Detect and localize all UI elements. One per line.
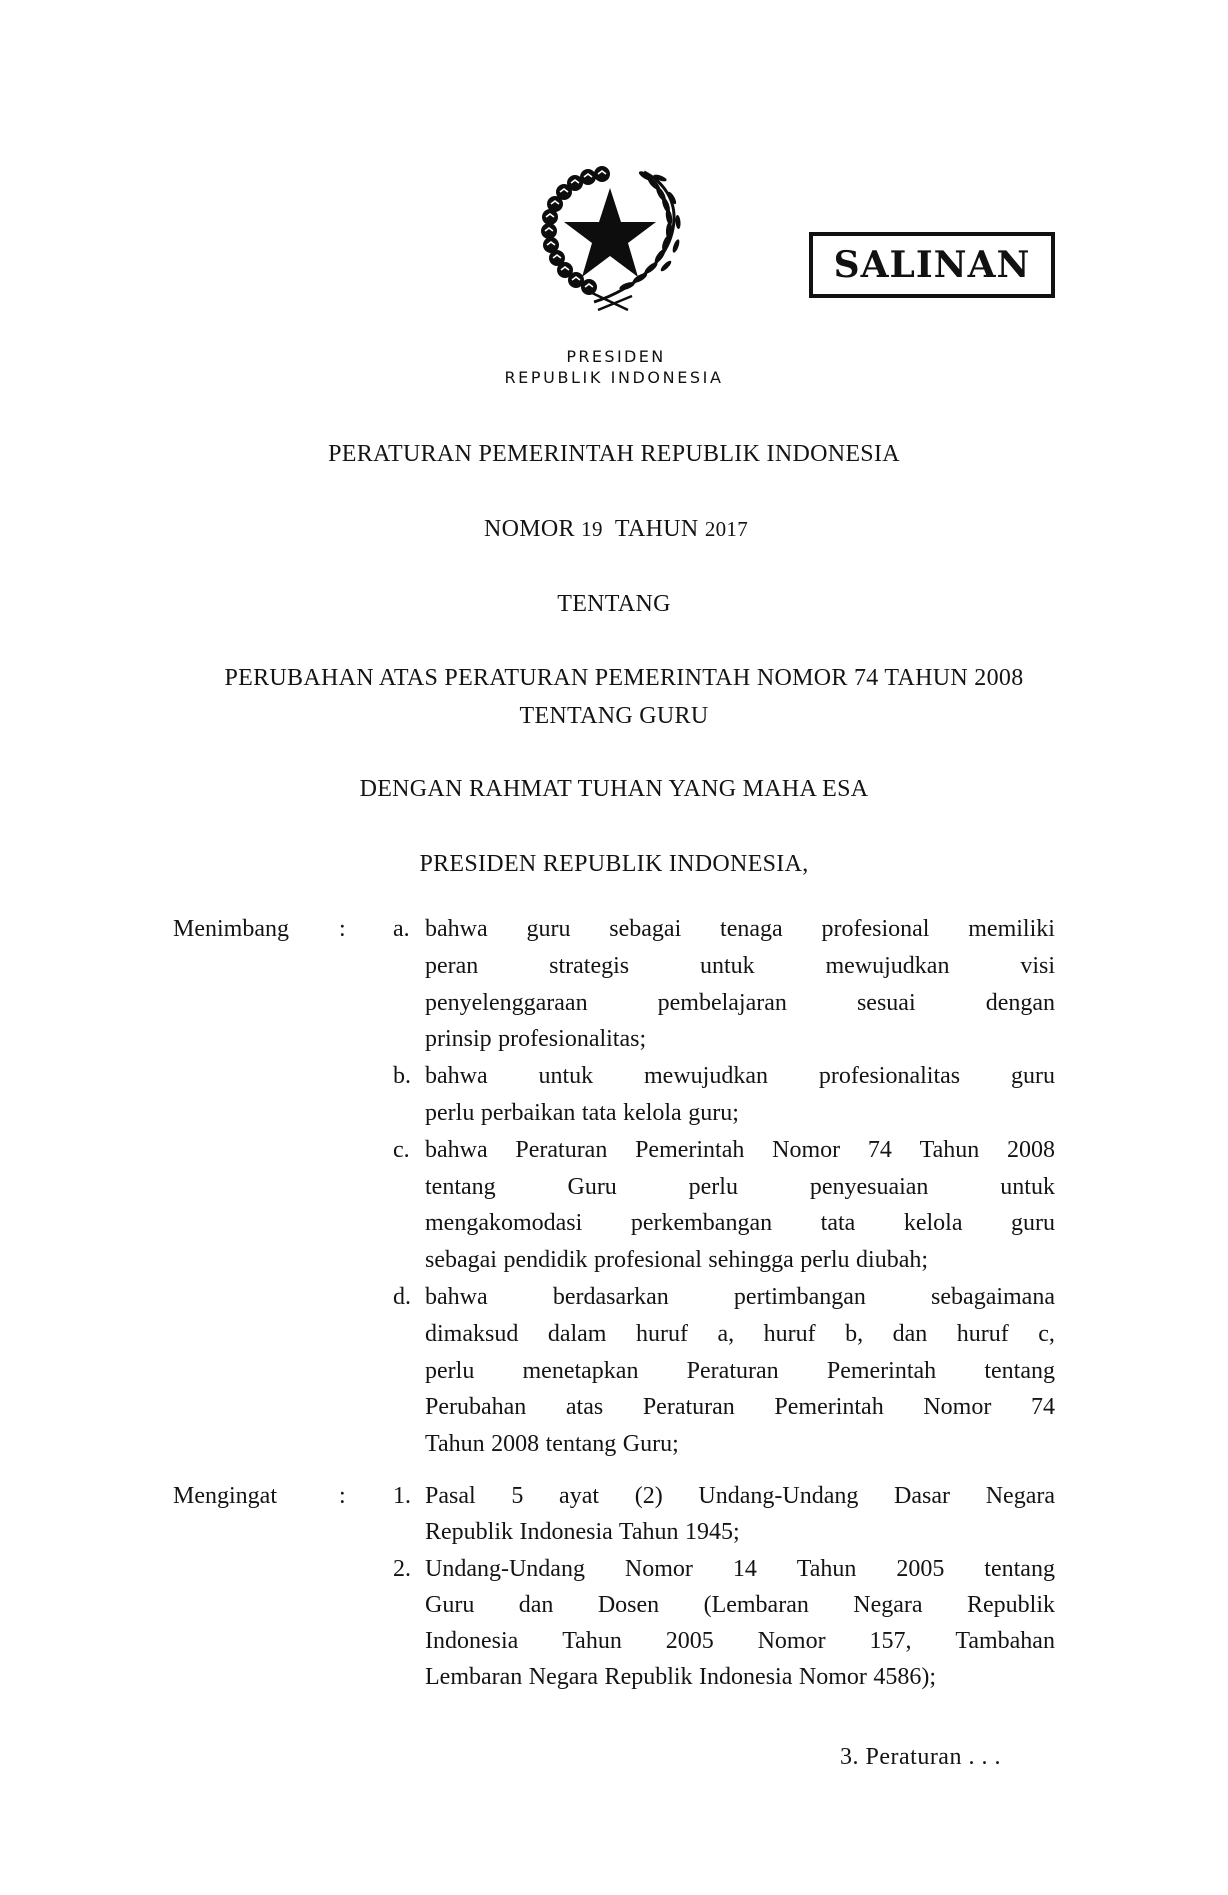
word: bahwa <box>425 1283 488 1310</box>
word: perkembangan <box>630 1210 773 1237</box>
word: ayat <box>559 1483 600 1509</box>
word: Guru <box>567 1173 617 1200</box>
text-line <box>425 1132 1055 1169</box>
word: untuk <box>1000 1173 1055 1200</box>
item-text <box>425 1478 1055 1551</box>
word: c, <box>1038 1320 1055 1347</box>
word: menetapkan <box>522 1357 639 1384</box>
invocation-heading: DENGAN RAHMAT TUHAN YANG MAHA ESA <box>359 776 869 802</box>
word: Negara <box>985 1483 1055 1509</box>
word: pembelajaran <box>657 989 787 1016</box>
text-line <box>425 1353 1055 1390</box>
word: tentang <box>984 1357 1055 1384</box>
mengingat-item <box>173 1478 1057 1551</box>
text-line <box>425 948 1055 985</box>
word: untuk <box>699 952 755 979</box>
menimbang-item <box>173 1058 1057 1132</box>
word: bahwa <box>425 1063 488 1090</box>
word: Pasal <box>425 1483 476 1509</box>
presidential-emblem-icon <box>532 160 688 312</box>
word: berdasarkan <box>552 1283 669 1310</box>
office-label-presiden: PRESIDEN <box>566 347 666 366</box>
word: Peraturan <box>642 1394 735 1421</box>
text-line: perlu perbaikan tata kelola guru; <box>425 1099 739 1126</box>
word: a, <box>717 1320 735 1347</box>
subject-heading-line2: TENTANG GURU <box>519 703 709 729</box>
text-line: Republik Indonesia Tahun 1945; <box>425 1519 740 1546</box>
word: Dasar <box>894 1483 951 1509</box>
word: tentang <box>984 1555 1055 1582</box>
word: Negara <box>853 1591 923 1618</box>
item-marker: d. <box>393 1283 411 1310</box>
item-text <box>425 1058 1055 1132</box>
tahun-value: 2017 <box>704 517 749 541</box>
mengingat-item <box>173 1551 1057 1696</box>
word: mewujudkan <box>644 1063 768 1090</box>
mengingat-section <box>173 1478 1057 1696</box>
word: huruf <box>635 1320 688 1347</box>
word: sebagai <box>609 916 682 942</box>
menimbang-colon: : <box>339 916 346 942</box>
item-marker: c. <box>393 1136 410 1163</box>
nomor-label: NOMOR <box>483 516 575 542</box>
text-line <box>425 1316 1055 1353</box>
word: 74 <box>1030 1394 1055 1421</box>
word: tentang <box>425 1173 496 1200</box>
text-line: prinsip profesionalitas; <box>425 1026 647 1053</box>
regulation-number-heading <box>0 515 1228 543</box>
menimbang-item <box>173 911 1057 1058</box>
word: 157, <box>869 1628 912 1655</box>
word: atas <box>565 1394 604 1421</box>
word: Undang-Undang <box>698 1483 859 1509</box>
word: Peraturan <box>686 1357 779 1384</box>
word: Pemerintah <box>826 1357 937 1384</box>
nomor-value: 19 <box>581 517 603 541</box>
mengingat-colon: : <box>339 1483 346 1509</box>
word: mewujudkan <box>825 952 950 979</box>
word: Guru <box>425 1591 475 1618</box>
word: Nomor <box>923 1394 992 1421</box>
word: peran <box>425 952 479 979</box>
word: 2008 <box>1006 1136 1055 1163</box>
text-line: sebagai pendidik profesional sehingga perlu diubah; <box>425 1247 929 1274</box>
item-marker: a. <box>393 916 410 942</box>
issuer-heading: PRESIDEN REPUBLIK INDONESIA, <box>419 851 809 877</box>
item-marker: b. <box>393 1063 411 1090</box>
word: Tahun <box>562 1628 622 1655</box>
word: Indonesia <box>425 1628 519 1655</box>
regulation-type-heading: PERATURAN PEMERINTAH REPUBLIK INDONESIA <box>328 441 900 467</box>
word: 14 <box>732 1555 757 1582</box>
word: 5 <box>511 1483 524 1509</box>
word: Dosen <box>597 1591 660 1618</box>
word: sesuai <box>856 989 916 1016</box>
word: bahwa <box>425 916 488 942</box>
word: dan <box>518 1591 554 1618</box>
item-marker: 2. <box>393 1555 411 1582</box>
text-line <box>425 1389 1055 1426</box>
tentang-heading: TENTANG <box>557 591 671 617</box>
menimbang-item <box>173 1132 1057 1279</box>
word: penyesuaian <box>809 1173 929 1200</box>
word: b, <box>845 1320 864 1347</box>
item-text <box>425 1551 1055 1696</box>
office-label-republik: REPUBLIK INDONESIA <box>504 368 724 387</box>
word: (2) <box>634 1483 663 1509</box>
word: Nomor <box>624 1555 693 1582</box>
word: Peraturan <box>515 1136 608 1163</box>
word: Tahun <box>919 1136 980 1163</box>
text-line <box>425 1551 1055 1587</box>
word: Perubahan <box>425 1394 527 1421</box>
text-line: Lembaran Negara Republik Indonesia Nomor 4586); <box>425 1664 937 1691</box>
salinan-stamp <box>809 232 1055 298</box>
menimbang-label: Menimbang <box>173 916 289 942</box>
word: Pemerintah <box>774 1394 884 1421</box>
word: dan <box>892 1320 928 1347</box>
word: Undang-Undang <box>425 1555 585 1582</box>
word: tata <box>820 1210 856 1237</box>
word: penyelenggaraan <box>425 989 588 1016</box>
item-text <box>425 1279 1055 1463</box>
text-line <box>425 911 1055 948</box>
menimbang-section <box>173 911 1057 1463</box>
word: bahwa <box>425 1136 488 1163</box>
word: dalam <box>547 1320 607 1347</box>
text-line <box>425 1058 1055 1095</box>
word: perlu <box>688 1173 738 1200</box>
item-marker: 1. <box>393 1483 411 1509</box>
word: 2005 <box>896 1555 945 1582</box>
word: strategis <box>549 952 630 979</box>
text-line <box>425 1279 1055 1316</box>
word: sebagaimana <box>931 1283 1055 1310</box>
word: guru <box>1011 1210 1055 1237</box>
word: profesionalitas <box>818 1063 961 1090</box>
item-text <box>425 1132 1055 1279</box>
word: Tahun <box>796 1555 857 1582</box>
word: tenaga <box>720 916 783 942</box>
word: Nomor <box>757 1628 826 1655</box>
word: (Lembaran <box>703 1591 809 1618</box>
word: 74 <box>867 1136 892 1163</box>
word: guru <box>1010 1063 1055 1090</box>
word: guru <box>526 916 571 942</box>
word: dimaksud <box>425 1320 519 1347</box>
page-continuation: 3. Peraturan . . . <box>840 1744 1001 1770</box>
tahun-label: TAHUN <box>614 516 699 542</box>
word: dengan <box>985 989 1055 1016</box>
word: Nomor <box>772 1136 841 1163</box>
text-line <box>425 1478 1055 1514</box>
salinan-stamp-label: SALINAN <box>833 244 1031 286</box>
word: perlu <box>425 1357 475 1384</box>
mengingat-label: Mengingat <box>173 1483 277 1509</box>
word: mengakomodasi <box>425 1210 583 1237</box>
text-line <box>425 985 1055 1022</box>
word: 2005 <box>665 1628 714 1655</box>
text-line <box>425 1169 1055 1206</box>
word: Republik <box>966 1591 1055 1618</box>
word: huruf <box>763 1320 816 1347</box>
text-line <box>425 1205 1055 1242</box>
word: visi <box>1020 952 1055 979</box>
word: Tambahan <box>955 1628 1055 1655</box>
word: huruf <box>956 1320 1009 1347</box>
text-line: Tahun 2008 tentang Guru; <box>425 1431 679 1458</box>
item-text <box>425 911 1055 1058</box>
menimbang-item <box>173 1279 1057 1463</box>
text-line <box>425 1587 1055 1623</box>
word: pertimbangan <box>733 1283 866 1310</box>
text-line <box>425 1623 1055 1659</box>
word: untuk <box>538 1063 594 1090</box>
subject-heading-line1: PERUBAHAN ATAS PERATURAN PEMERINTAH NOMOR 74 TAHUN 2008 <box>224 665 1024 691</box>
word: kelola <box>903 1210 963 1237</box>
word: memiliki <box>968 916 1055 942</box>
word: Pemerintah <box>635 1136 745 1163</box>
word: profesional <box>821 916 930 942</box>
